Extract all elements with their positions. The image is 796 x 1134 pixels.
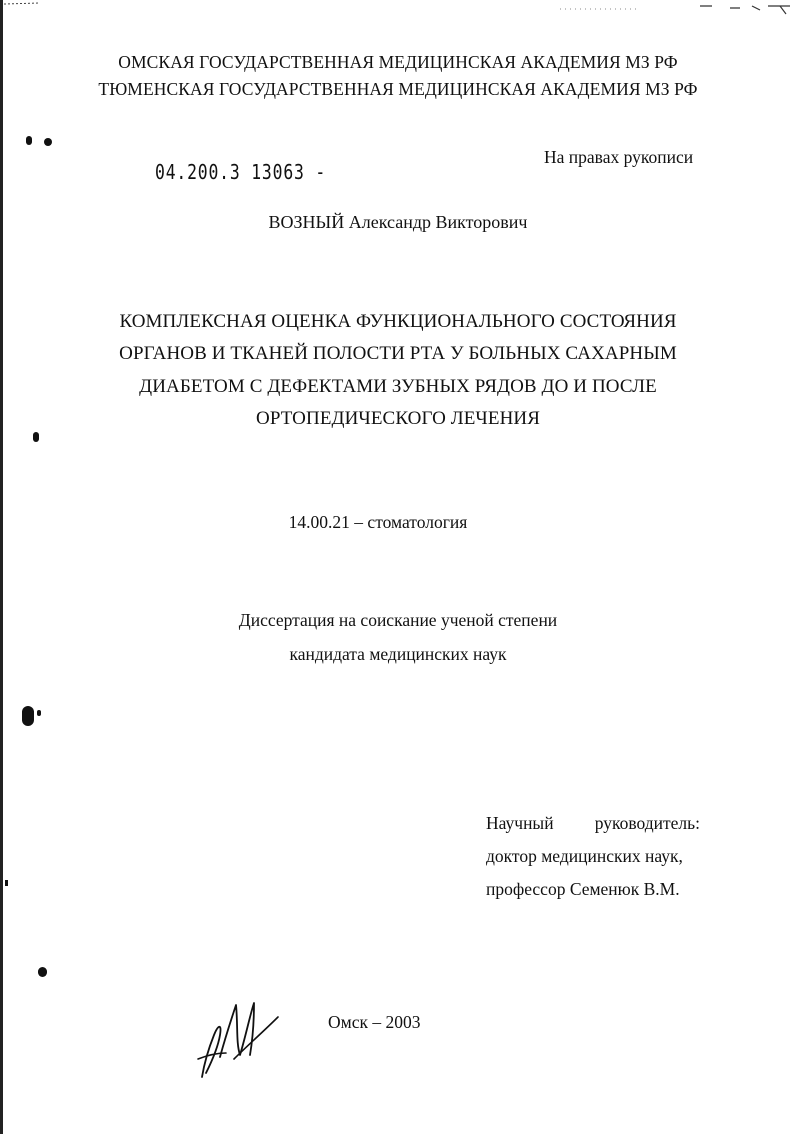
org-line-2: ТЮМЕНСКАЯ ГОСУДАРСТВЕННАЯ МЕДИЦИНСКАЯ АКАДЕМИЯ МЗ РФ [98, 79, 698, 99]
rights-note: На правах рукописи [544, 147, 694, 167]
city-year: Омск – 2003 [328, 1012, 421, 1032]
scan-speck [5, 880, 8, 886]
supervisor-name: профессор Семенюк В.М. [486, 879, 680, 899]
title-line: КОМПЛЕКСНАЯ ОЦЕНКА ФУНКЦИОНАЛЬНОГО СОСТОЯНИЯ [119, 311, 677, 332]
supervisor-label-word: руководитель: [594, 813, 700, 833]
title-line: ОРТОПЕДИЧЕСКОГО ЛЕЧЕНИЯ [256, 408, 540, 429]
scan-speck [44, 138, 52, 146]
specialty: 14.00.21 – стоматология [288, 512, 468, 532]
scan-speck [33, 432, 39, 442]
degree-line-1: Диссертация на соискание ученой степени [238, 610, 558, 630]
supervisor-label-word: Научный [486, 813, 554, 833]
degree-line-2: кандидата медицинских наук [289, 644, 507, 664]
scan-edge [0, 0, 3, 1134]
title-line: ДИАБЕТОМ С ДЕФЕКТАМИ ЗУБНЫХ РЯДОВ ДО И ПОСЛЕ [139, 376, 657, 397]
org-line-1: ОМСКАЯ ГОСУДАРСТВЕННАЯ МЕДИЦИНСКАЯ АКАДЕМИЯ МЗ РФ [118, 52, 678, 72]
title-line: ОРГАНОВ И ТКАНЕЙ ПОЛОСТИ РТА У БОЛЬНЫХ САХАРНЫМ [119, 343, 677, 364]
scan-speck [37, 710, 41, 716]
scan-speck [22, 706, 34, 726]
handwritten-signature [190, 995, 290, 1085]
registration-code: 04.200.3 13063 - [155, 160, 327, 184]
supervisor-degree: доктор медицинских наук, [486, 846, 683, 866]
author-name: ВОЗНЫЙ Александр Викторович [268, 212, 528, 232]
scan-speck [38, 967, 47, 977]
scan-speck [26, 136, 32, 145]
supervisor-label [486, 813, 700, 834]
scan-artifacts-top [0, 0, 796, 16]
